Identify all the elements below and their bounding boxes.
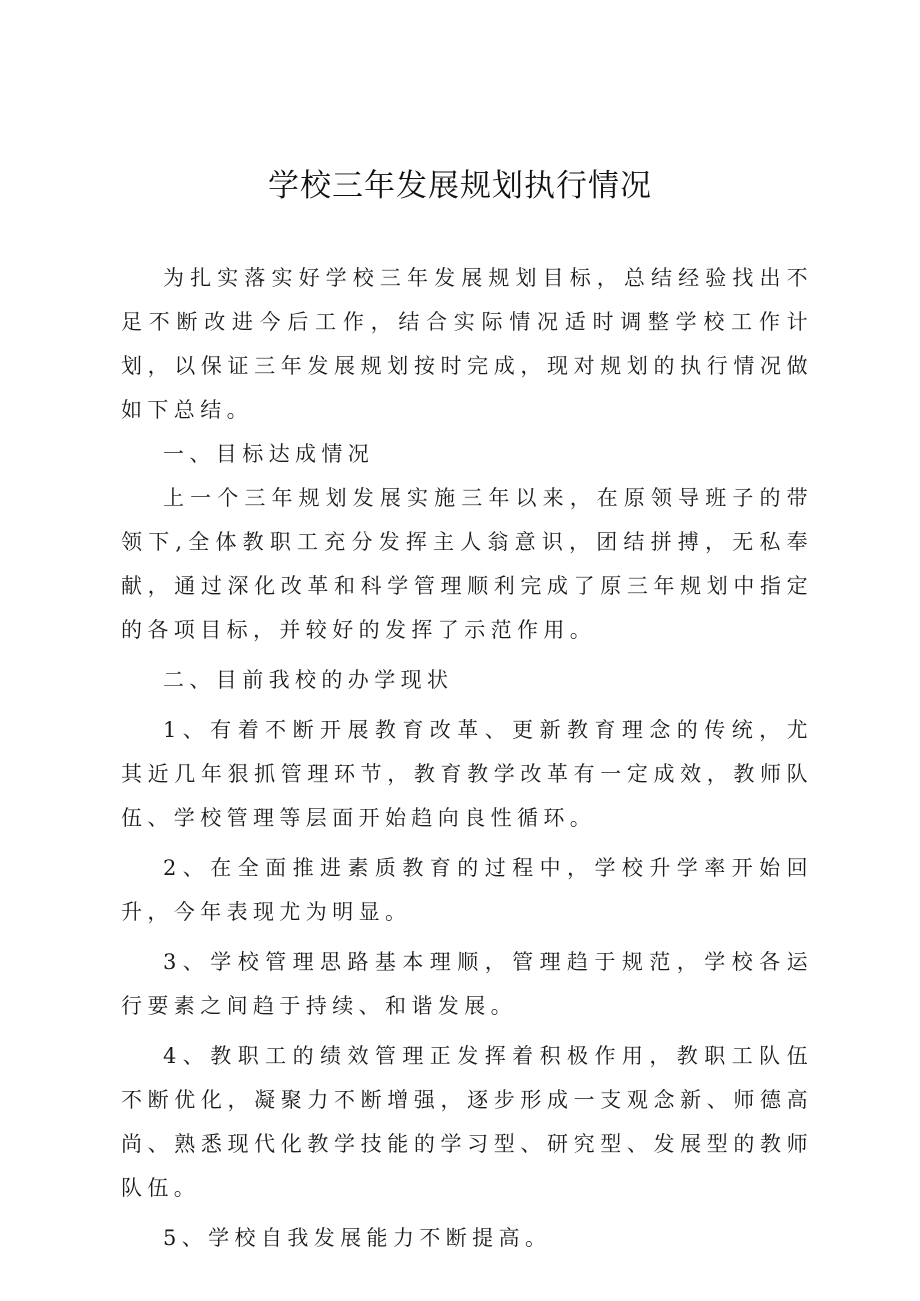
document-title: 学校三年发展规划执行情况 <box>268 168 652 204</box>
document-body <box>121 256 813 1260</box>
goals-paragraph: 上一个三年规划发展实施三年以来，在原领导班子的带领下,全体教职工充分发挥主人翁意识，团结拼搏，无私奉献，通过深化改革和科学管理顺利完成了原三年规划中指定的各项目标，并较好的发挥了示范作用。 <box>121 486 813 642</box>
status-item-4: 4、教职工的绩效管理正发挥着积极作用，教职工队伍不断优化，凝聚力不断增强，逐步形成一支观念新、师德高尚、熟悉现代化教学技能的学习型、研究型、发展型的教师队伍。 <box>121 1044 813 1200</box>
intro-paragraph: 为扎实落实好学校三年发展规划目标，总结经验找出不足不断改进今后工作，结合实际情况适时调整学校工作计划，以保证三年发展规划按时完成，现对规划的执行情况做如下总结。 <box>121 266 813 422</box>
status-item-2: 2、在全面推进素质教育的过程中，学校升学率开始回升，今年表现尤为明显。 <box>121 856 813 924</box>
section-heading-goals: 一、目标达成情况 <box>163 442 375 466</box>
status-item-5: 5、学校自我发展能力不断提高。 <box>163 1226 552 1250</box>
status-item-1: 1、有着不断开展教育改革、更新教育理念的传统，尤其近几年狠抓管理环节，教育教学改革有一定成效，教师队伍、学校管理等层面开始趋向良性循环。 <box>121 718 813 830</box>
status-item-3: 3、学校管理思路基本理顺，管理趋于规范，学校各运行要素之间趋于持续、和谐发展。 <box>121 950 813 1018</box>
section-heading-status: 二、目前我校的办学现状 <box>163 668 454 692</box>
